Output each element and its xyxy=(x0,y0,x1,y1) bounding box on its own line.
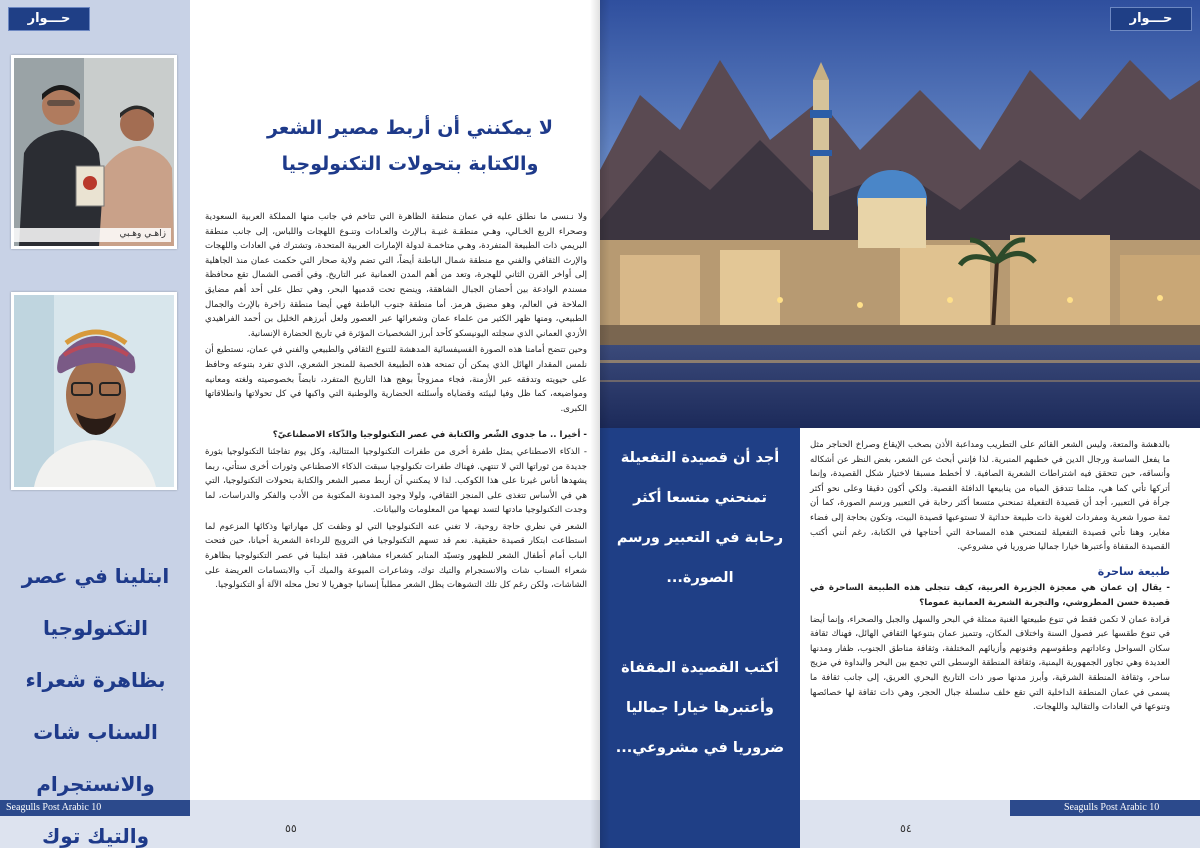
photo-two-men-illustration xyxy=(14,58,174,246)
article-title xyxy=(240,110,580,182)
photo-caption: زاهـي وهـبي xyxy=(119,229,166,239)
quote-line: وأعتبرها خيارا جماليا xyxy=(626,700,774,716)
quote-line: الصورة... xyxy=(666,570,734,586)
right-quote-2 xyxy=(605,648,795,768)
paragraph: بالدهشة والمتعة، وليس الشعر القائم على التطريب ومداعبة الأذن بصخب الإيقاع وصراخ الحناجر مثل ما يفعل الساسة ورجال الدين في خطبهم المنبرية. لذا فإنني أبحث عن الشعر، بغض النظر عن أشكاله وأنساقه، حين تتحقق فيه اشتراطات الشعرية الصافية. لا أخطط مسبقا لاختيار شكل القصيدة، وإنما أتركها تأتي كما هي، مثلما تتدفق المياه من ينابيعها الدافئة القصية. ولكي أكون دقيقا وعلى نحو أكثر جرأة في التعبير، أجد أن قصيدة التفعيلة تمنحني متسعا أكثر رحابة في التعبير ورسم الصورة، كما أن ثمة صورا شعرية ومفردات لغوية ذات طبيعة حداثية لا تستوعبها قصيدة البيت، وتكون بحاجة إلى فضاء مغاير، وهنا تأتي قصيدة التفعيلة لتمنحني هذه المساحة التي أحتاجها في الكتابة، رغم أنني أكتب القصيدة المقفاة وأعتبرها خيارا جماليا ضروريا في مشروعي. xyxy=(810,440,1170,553)
right-page-number: ٥٤ xyxy=(900,822,912,835)
left-footer-brand: Seagulls Post Arabic 10 xyxy=(6,802,102,813)
left-pull-quote xyxy=(8,550,183,862)
title-line-2: والكتابة بتحولات التكنولوجيا xyxy=(281,153,539,175)
answer-paragraph: فرادة عمان لا تكمن فقط في تنوع طبيعتها الغنية ممثلة في البحر والسهل والجبل والصحراء، وإنما أيضا في تنوع طقسها عبر فصول السنة واختلاف المكان، وتتميز عمان بتنوعها الثقافي الهائل، فهناك ثقافة سكان السواحل وعاداتهم وطقوسهم وفنونهم وأزيائهم المختلفة، وثقافة مناطق الجنوب، ظفار ومدنها العديدة وهي تجاور الجمهورية اليمنية، وثقافة المنطقة الوسطى التي تجمع بين البحر والبداوة في مزيج ساحر، وثقافة المنطقة الشرقية، وأبرز مدنها صور ذات التاريخ البحري العريق، إلى جانب ثقافة ما يسمى في عمان المنطقة الداخلية التي تقع خلف سلسلة جبال الحجر، وهي ذات ثقافة لها خصائصها وتنوعها في العادات والتقاليد واللهجات. xyxy=(810,614,1170,713)
paragraph: وحين تتضح أمامنا هذه الصورة الفسيفسائية المدهشة للتنوع الثقافي والطبيعي والفني في عمان، نستطيع أن نلمس المقدار الهائل الذي يمكن أن تمنحه هذه الطبيعة الخصبة للمنجز الشعري، الذي تفرد بتنوعه وحافظ على حيويته وتدفقه عبر الأزمنة، فجاء ممزوجاً بوهج هذا التاريخ المتفرد، نابضاً بخصوصيته ولغته ومعانيه ومواضيعه، كما ظل وفيا لبيئته وقضاياه وأسئلته الحضارية والوطنية التي واكبها في كل تحولاتها وانطلاقاتها الكبرى. xyxy=(205,345,587,414)
right-section-tag: حـــوار xyxy=(1110,7,1192,31)
question: - أخيرا .. ما جدوى الشّعر والكتابة في عصر التكنولوجيا والذّكاء الاصطناعيّ؟ xyxy=(272,430,587,441)
paragraph: ولا نـنسى ما نطلق عليه في عمان منطقة الظاهرة التي تتاخم في جانب منها المملكة العربية السعودية وصحراء الربع الخـالي، وهـي منطقـة غنيـة بـالإرث والعـادات وتنـوع اللهجات واللباس، إلى جانب منطقة البريمي ذات الطبيعة المتفردة، وهـي متاخمـة لدولة الإمارات العربية المتحدة، وتشترك في العادات واللهجات والإرث الثقافي والفني مع منطقة شمال الباطنة أيضاً، التي تضم ولاية صحار التي حكمت عمان منذ الجاهلية إلى أواخر القرن الثاني للهجرة، وتعد من أهم المدن العمانية عبر التاريخ. وفي أقصى الشمال تقع محافظة مسندم الوادعة بين أحضان الجبال الشاهقة، وينضح تحت قدميها البحر، وهي تطل على أحد أهم مضايق الملاحة في العالم، وهو مضيق هرمز. أما منطقة جنوب الباطنة فهي أيضا منطقة زاخرة بالإرث والجمال الطبيعي، ومنها ظهر الكثير من علماء عمان وشعرائها عبر العصور ولعل أبرزهم الخليل بن أحمد الفراهيدي الأزدي العماني الذي سجلته اليونيسكو كأحد أبرز الشخصيات المؤثرة في تاريخ الحضارة الإنسانية. xyxy=(205,212,587,339)
pull-quote-line: التكنولوجيا xyxy=(43,616,148,640)
portrait-illustration xyxy=(14,295,174,487)
pull-quote-line: بظاهرة شعراء xyxy=(25,668,166,692)
hero-photo-illustration xyxy=(600,0,1200,428)
hero-photo-mosque xyxy=(600,0,1200,428)
pull-quote-line: والانستجرام xyxy=(36,772,155,796)
photo-two-men xyxy=(11,55,177,249)
right-footer-brand: Seagulls Post Arabic 10 xyxy=(1064,802,1160,813)
pull-quote-line: والتيك توك xyxy=(41,824,150,848)
quote-line: تمنحني متسعا أكثر xyxy=(633,490,767,506)
pull-quote-line: ابتلينا في عصر xyxy=(21,564,170,588)
quote-line: رحابة في التعبير ورسم xyxy=(616,530,784,546)
quote-line: أجد أن قصيدة التفعيلة xyxy=(620,450,780,466)
quote-line: أكتب القصيدة المقفاة xyxy=(621,660,779,676)
subheading: طبيعة ساحرة xyxy=(1097,564,1170,578)
title-line-1: لا يمكنني أن أربط مصير الشعر xyxy=(266,117,554,139)
quote-line: ضروريا في مشروعي... xyxy=(615,740,785,756)
pull-quote-line: السناب شات xyxy=(33,720,158,744)
left-page-number: ٥٥ xyxy=(285,822,297,835)
right-body-text xyxy=(810,438,1170,717)
left-body-text xyxy=(205,210,587,595)
photo-portrait-poet xyxy=(11,292,177,490)
question: - يقال إن عمان هي معجزة الجزيرة العربية، كيف تتجلى هذه الطبيعة الساحرة في قصيدة حسن المطروشي، والتجربة الشعرية العمانية عموما؟ xyxy=(810,583,1170,608)
spine-shadow xyxy=(590,0,610,848)
answer-paragraph: - الذكاء الاصطناعي يمثل طفرة أخرى من طفرات التكنولوجيا المتتالية، وكل يوم تفاجئنا التكنولوجيا بثورة جديدة من ثوراتها التي لا تنتهي. فهناك طفرات تكنولوجيا سبقت الذكاء الاصطناعي وثورات أخرى ستأتي، ربما يشهدها أناس غيرنا على هذا الكوكب. لذا لا يمكنني أن أربط مصير الشعر والكتابة بتحولات التكنولوجيا، التي هي في الأساس تتغذى على المنجز الثقافي، ولولا وجود المدونة المكتوبة من الأدب والفكر والدراسات، لما وجدت التكنولوجيا مادتها لتسد نهمها من المعلومات والبيانات. xyxy=(205,446,587,516)
answer-paragraph: الشعر في نظري حاجة روحية، لا تغني عنه التكنولوجيا التي لو وظفت كل مهاراتها وذكائها المزعوم لما استطاعت ابتكار قصيدة حقيقية. نعم قد تسهم التكنولوجيا في الترويج للرداءة الشعرية أحيانا، حين فتحت الباب أمام أطفال الشعر للظهور وتسيّد المنابر كشعراء مشاهير، فقد ابتلينا في عصر التكنولوجيا بظاهرة شعراء السناب شات والانستجرام والتيك توك، وشاعرات الميوعة والميك آب والابتسامات العريضة على الشاشات، ولكن رغم كل تلك التشوهات يظل الشعر مطلباً إنسانيا جوهريا لا تحل محله الآلة أو التكنولوجيا. xyxy=(205,521,587,591)
left-section-tag: حـــوار xyxy=(8,7,90,31)
right-quote-1 xyxy=(605,438,795,598)
